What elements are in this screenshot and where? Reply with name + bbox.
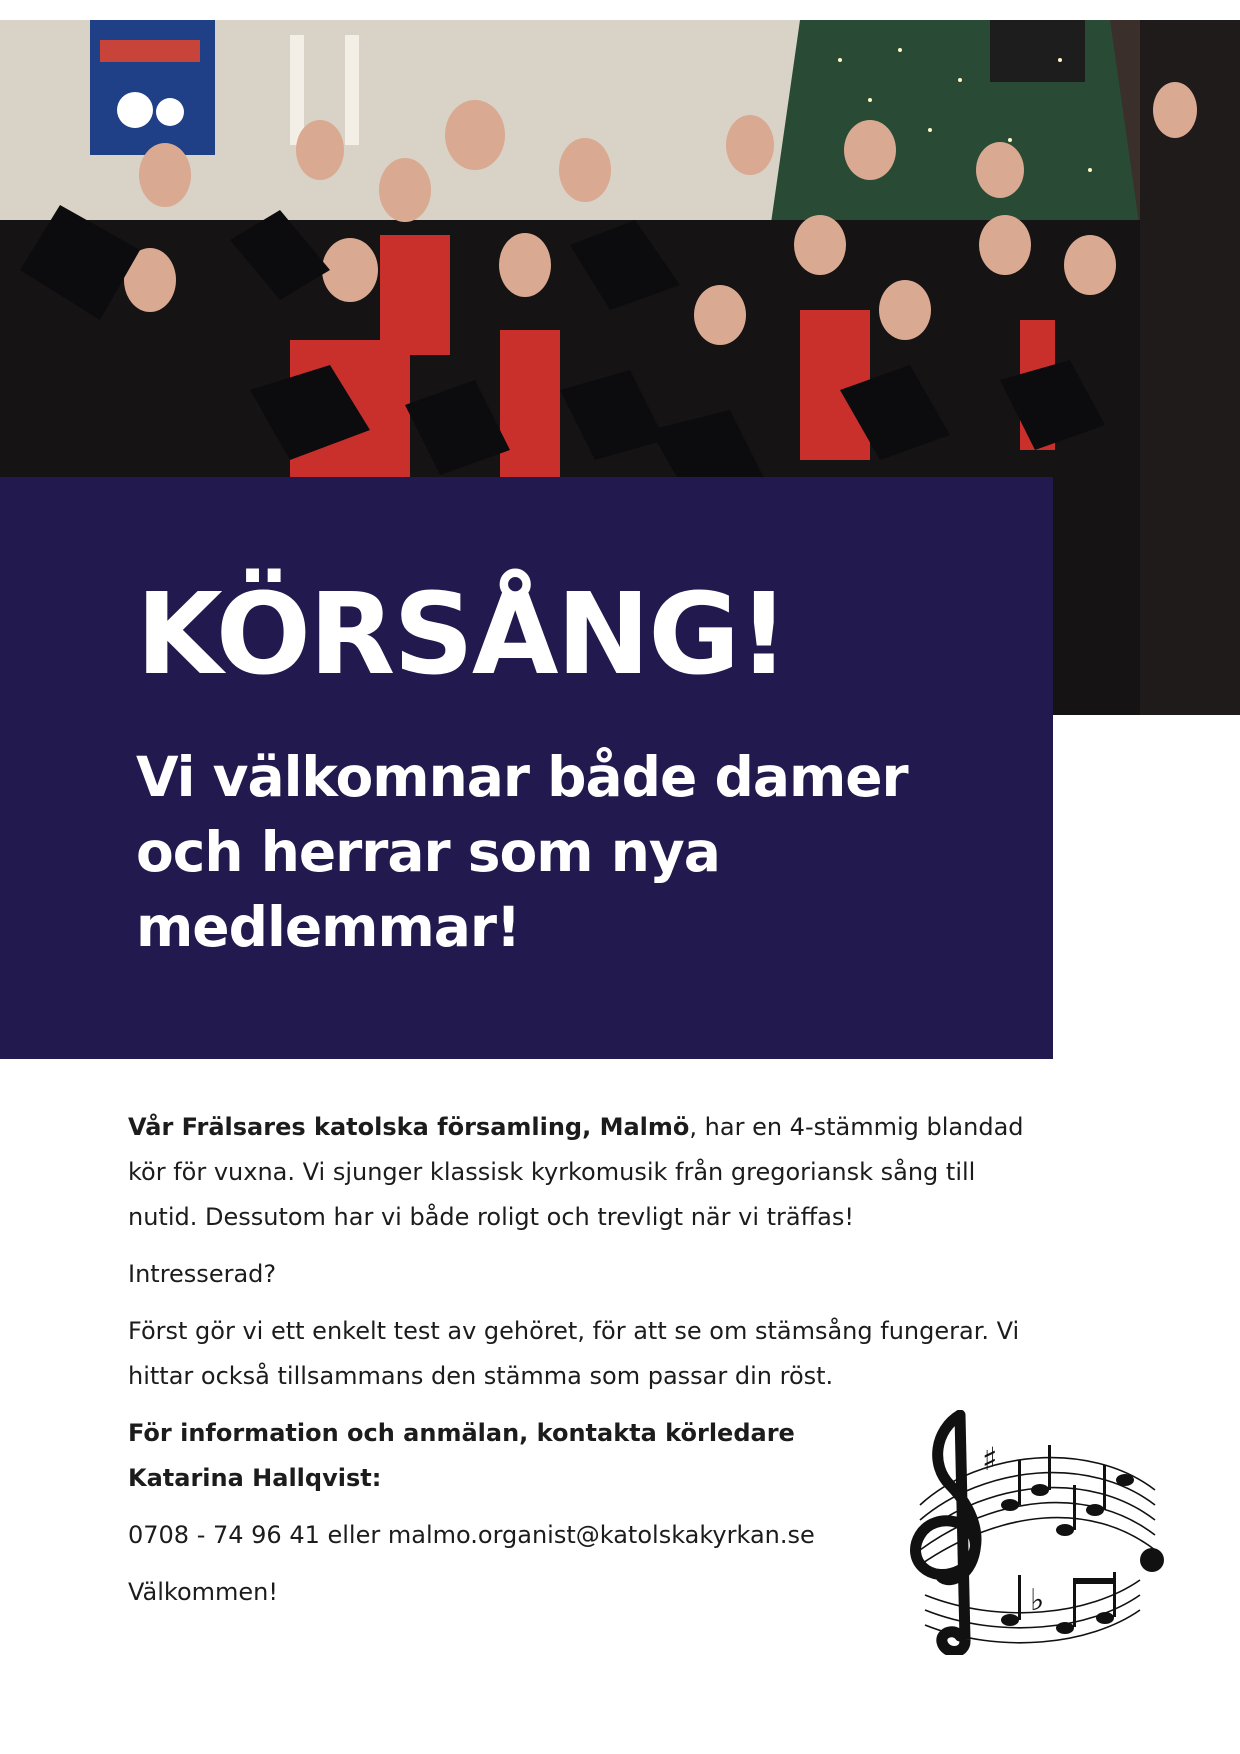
question-text: Intresserad? [128, 1260, 277, 1288]
intro-text: , har en 4-stämmig blandad kör för vuxna. Vi sjunger klassisk kyrkomusik från gregoriansk sång till nutid. Dessutom har vi både roligt och trevligt när vi träffas! [128, 1113, 1024, 1231]
contact-heading-text: För information och anmälan, kontakta körledare Katarina Hallqvist: [128, 1419, 795, 1492]
welcome-text: Välkommen! [128, 1578, 279, 1606]
music-notes-icon [890, 1410, 1170, 1655]
page-title: KÖRSÅNG! [136, 570, 788, 700]
treble-clef-icon [890, 1410, 1170, 1655]
svg-text:♭: ♭ [1030, 1583, 1045, 1618]
page-subtitle: Vi välkomnar både damer och herrar som nya medlemmar! [136, 745, 908, 959]
intro-paragraph [128, 1105, 1028, 1240]
contact-heading [128, 1411, 828, 1501]
svg-text:♯: ♯ [982, 1440, 998, 1478]
contact-details[interactable]: 0708 - 74 96 41 eller malmo.organist@katolskakyrkan.se [128, 1521, 815, 1549]
test-paragraph: Först gör vi ett enkelt test av gehöret, för att se om stämsång fungerar. Vi hittar också tillsammans den stämma som passar din röst. [128, 1317, 1020, 1390]
parish-name: Vår Frälsares katolska församling, Malmö [128, 1113, 690, 1141]
